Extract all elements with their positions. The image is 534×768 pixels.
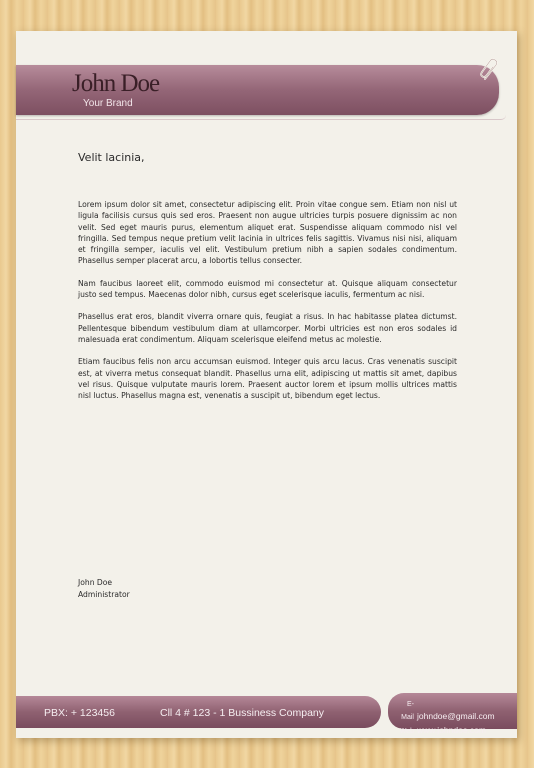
footer-phone: PBX: + 123456 — [44, 707, 115, 719]
letter-salutation: Velit lacinia, — [78, 151, 145, 164]
letter-paragraph: Nam faucibus laoreet elit, commodo euismod mi consectetur at. Quisque aliquam consectetur justo sed tempus. Maecenas dolor nibh, cursus eget scelerisque iaculis, fermentum ac nisi. — [78, 278, 457, 300]
signer-name: John Doe — [78, 578, 113, 587]
letter-paragraph: Phasellus erat eros, blandit viverra ornare quis, feugiat a risus. In hac habitasse platea dictumst. Pellentesque bibendum vestibulum diam at ullamcorper. Morbi ultricies est non eros sodales id malesuada erat condimentum. Aliquam scelerisque eleifend metus ac molestie. — [78, 312, 457, 344]
footer-web: www.johndoe.com — [417, 725, 486, 735]
letter-paragraph: Etiam faucibus felis non arcu accumsan euismod. Integer quis arcu lacus. Cras venenatis suscipit est, at viverra metus consequat blandit. Phasellus urna elit, adipiscing ut mattis sit amet, dapibus vel risus. Quisque vulputate mauris lorem. Praesent auctor lorem et ipsum mollis ultrices mattis nisl luctus. Phasellus magna est, venenatis a suscipit ut, bibendum eget lectus. — [78, 357, 457, 401]
footer-email-row — [396, 698, 495, 724]
footer-contact — [396, 698, 495, 738]
footer-web-row — [396, 724, 495, 738]
web-label: Web — [399, 728, 414, 735]
footer-email: johndoe@gmail.com — [417, 711, 495, 721]
signer-title: Administrator — [78, 590, 130, 599]
letter-paragraph: Lorem ipsum dolor sit amet, consectetur adipiscing elit. Proin vitae congue sem. Etiam non nisl ut ligula facilisis cursus quis sed eros. Praesent non augue ultricies turpis posuere dignissim ac non velit. Sed eget mauris purus, elementum aliquet erat. Suspendisse aliquam commodo nisl vel fringilla. Sed tempus neque pretium velit lacinia in ultrices felis sagittis. Vivamus nisi nisi, aliquam et fringilla semper, iaculis vel elit. Vestibulum pretium nibh a sapien sodales condimentum. Phasellus semper placerat arcu, a lobortis tellus consecter. — [78, 200, 457, 266]
brand-tagline: Your Brand — [83, 98, 133, 109]
signature-block — [78, 577, 457, 601]
header-divider — [16, 115, 506, 120]
paperclip-icon — [479, 57, 501, 83]
letter-body — [78, 199, 457, 401]
email-label: E-Mail — [401, 701, 414, 721]
footer-address: Cll 4 # 123 - 1 Bussiness Company — [160, 707, 324, 719]
letterhead-page — [16, 31, 517, 738]
brand-name: John Doe — [72, 70, 160, 97]
